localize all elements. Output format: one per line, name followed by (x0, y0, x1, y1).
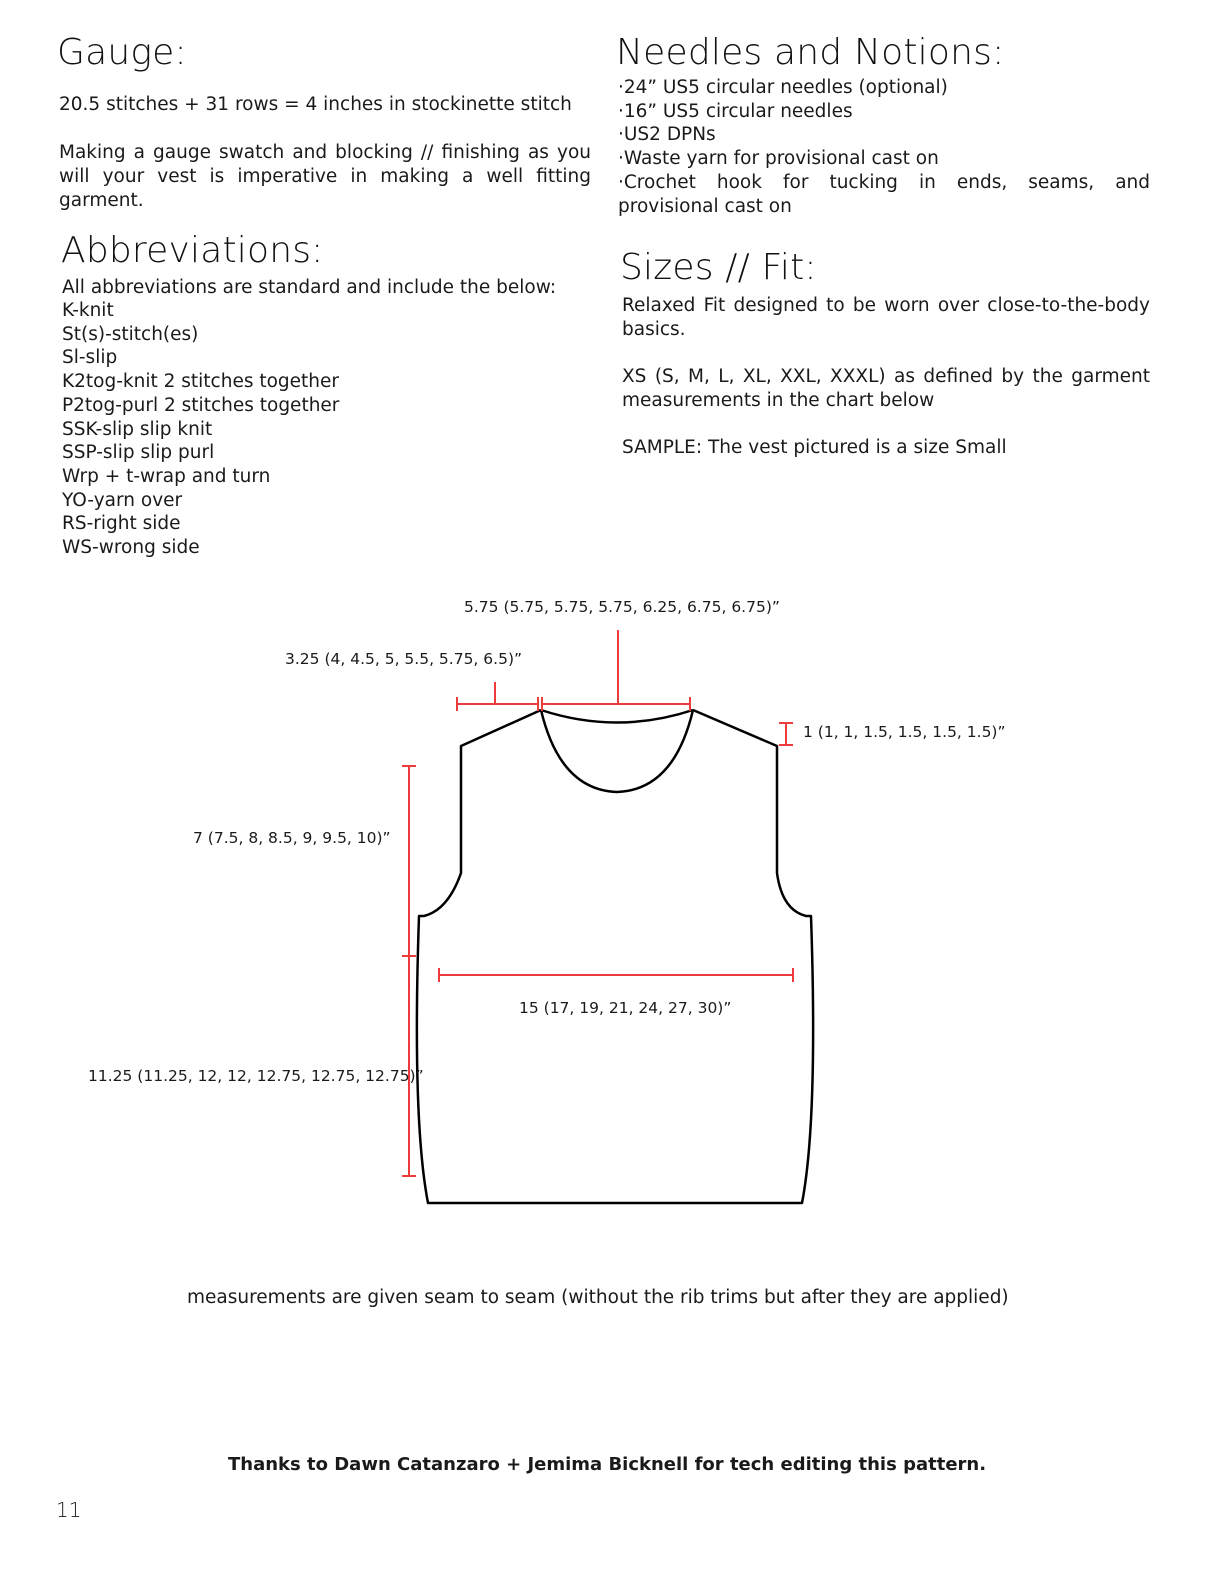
body-length-label: 11.25 (11.25, 12, 12, 12.75, 12.75, 12.75)” (88, 1067, 424, 1085)
abbreviation-item: K-knit (62, 300, 114, 321)
abbreviations-intro: All abbreviations are standard and include the below: (62, 277, 557, 298)
armhole-depth-label: 7 (7.5, 8, 8.5, 9, 9.5, 10)” (193, 829, 391, 847)
sizes-sample: SAMPLE: The vest pictured is a size Small (622, 437, 1007, 458)
gauge-note: Making a gauge swatch and blocking // finishing as you will your vest is imperative in making a well fitting garment. (59, 142, 591, 211)
abbreviation-item: K2tog-knit 2 stitches together (62, 371, 340, 393)
credits: Thanks to Dawn Catanzaro + Jemima Bicknell for tech editing this pattern. (228, 1454, 987, 1475)
abbreviation-item: WS-wrong side (62, 537, 200, 559)
abbreviation-item: RS-right side (62, 513, 181, 535)
shoulder-width-label: 3.25 (4, 4.5, 5, 5.5, 5.75, 6.5)” (285, 650, 523, 668)
sizes-heading: Sizes // Fit: (620, 247, 817, 288)
needles-item: ·16” US5 circular needles (618, 100, 853, 122)
shoulder-drop-marker (779, 723, 793, 745)
gauge-heading: Gauge: (57, 32, 187, 73)
neck-width-marker (542, 630, 690, 711)
abbreviation-item: SSP-slip slip purl (62, 442, 215, 464)
needles-item: ·Crochet hook for tucking in ends, seams, and provisional cast on (618, 171, 1150, 217)
chest-width-label: 15 (17, 19, 21, 24, 27, 30)” (519, 999, 732, 1017)
vest-outline (417, 710, 813, 1203)
page-number: 11 (56, 1498, 82, 1522)
abbreviation-item: Wrp + t-wrap and turn (62, 465, 271, 487)
chest-width-marker (439, 968, 793, 982)
needles-item: ·US2 DPNs (618, 124, 716, 146)
abbreviation-item: YO-yarn over (62, 489, 183, 511)
sizes-range: XS (S, M, L, XL, XXL, XXXL) as defined by the garment measurements in the chart below (622, 366, 1150, 411)
abbreviation-item: Sl-slip (62, 347, 118, 369)
abbreviation-item: St(s)-stitch(es) (62, 323, 199, 345)
abbreviation-item: P2tog-purl 2 stitches together (62, 394, 340, 416)
neck-width-label: 5.75 (5.75, 5.75, 5.75, 6.25, 6.75, 6.75)” (464, 598, 780, 616)
abbreviation-item: SSK-slip slip knit (62, 418, 213, 440)
gauge-line: 20.5 stitches + 31 rows = 4 inches in stockinette stitch (59, 94, 572, 115)
shoulder-drop-label: 1 (1, 1, 1.5, 1.5, 1.5, 1.5)” (803, 723, 1006, 741)
shoulder-width-marker (457, 682, 538, 711)
needles-heading: Needles and Notions: (616, 32, 1005, 73)
needles-item: ·Waste yarn for provisional cast on (618, 148, 939, 170)
back-neckline (541, 710, 693, 723)
needles-item: ·24” US5 circular needles (optional) (618, 77, 948, 98)
schematic-note: measurements are given seam to seam (without the rib trims but after they are applied) (187, 1287, 1009, 1308)
length-markers (402, 766, 416, 1176)
abbreviations-heading: Abbreviations: (61, 230, 324, 271)
sizes-fit: Relaxed Fit designed to be worn over close-to-the-body basics. (622, 295, 1150, 340)
